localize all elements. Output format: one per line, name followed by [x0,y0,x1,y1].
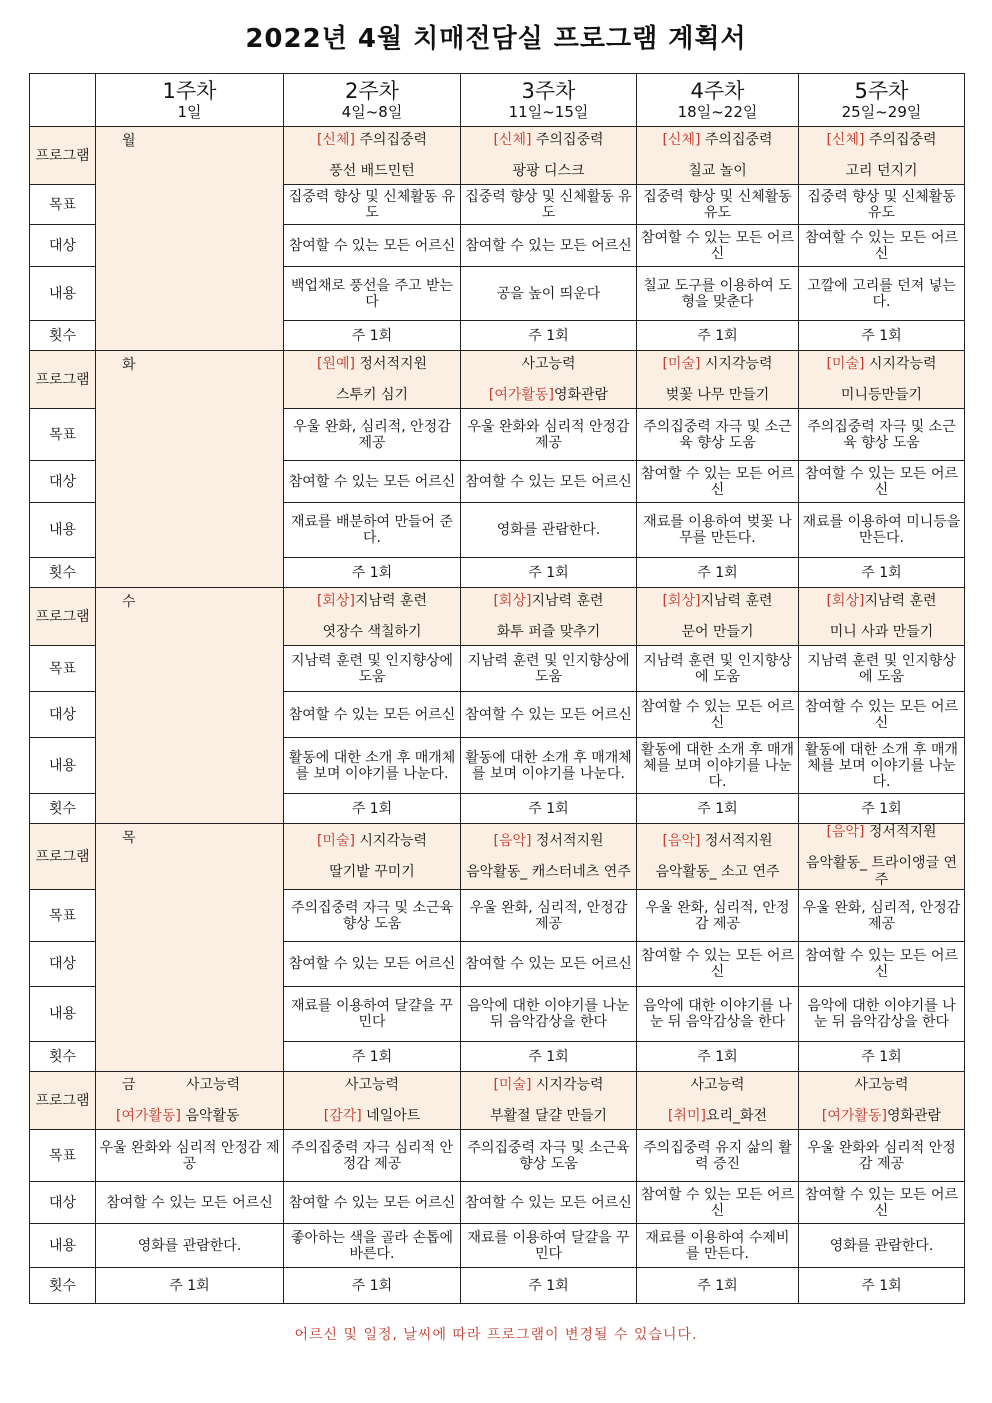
goal-cell: 집중력 향상 및 신체활동 유도 [284,185,461,225]
name-text: 딸기밭 꾸미기 [329,863,415,880]
program-name [639,163,796,180]
day-cell: 목 [96,824,284,1072]
program-area [98,1077,281,1094]
program-schedule-table [29,73,965,1304]
week-range: 1일 [177,103,202,121]
content-cell: 영화를 관람한다. [96,1224,284,1268]
goal-row [30,1130,965,1182]
target-cell: 참여할 수 있는 모든 어르신 [461,942,637,987]
target-cell: 참여할 수 있는 모든 어르신 [637,225,799,267]
count-row [30,1268,965,1304]
content-cell: 활동에 대한 소개 후 매개체를 보며 이야기를 나눈다. [637,738,799,794]
category-tag: [취미] [667,1107,706,1124]
program-row [30,127,965,185]
target-cell: 참여할 수 있는 모든 어르신 [799,942,965,987]
name-text: 풍선 배드민턴 [329,162,415,179]
category-tag: [미술] [662,355,701,372]
goal-cell: 주의집중력 자극 심리적 안정감 제공 [284,1130,461,1182]
goal-cell: 주의집중력 자극 및 소근육 향상 도움 [799,409,965,461]
row-label-program: 프로그램 [30,824,96,890]
program-row [30,824,965,890]
program-name [286,864,458,881]
goal-cell: 집중력 향상 및 신체활동 유도 [799,185,965,225]
program-area [463,1077,634,1094]
goal-cell: 우울 완화와 심리적 안정감 제공 [461,409,637,461]
target-cell: 참여할 수 있는 모든 어르신 [799,461,965,503]
content-cell: 재료를 이용하여 달걀을 꾸민다 [461,1224,637,1268]
program-name [463,864,634,881]
area-text: 시지각능력 [700,355,773,372]
program-cell [799,824,965,890]
program-area [801,824,962,841]
program-area [639,1077,796,1094]
program-cell [799,127,965,185]
name-text: 음악활동_ 트라이앵글 연주 [805,855,958,888]
program-area [463,833,634,850]
day-label: 금 [122,1076,136,1093]
program-cell [284,351,461,409]
count-cell: 주 1회 [799,794,965,824]
row-label-target: 대상 [30,692,96,738]
row-label-goal: 목표 [30,646,96,692]
area-text: 정서적지원 [531,832,604,849]
name-text: 음악활동 [181,1107,240,1124]
content-cell: 백업채로 풍선을 주고 받는다 [284,267,461,321]
program-area [639,833,796,850]
week-name: 4주차 [690,79,745,103]
week-header [799,74,965,127]
area-text: 사고능력 [344,1076,400,1093]
program-area [639,593,796,610]
area-text: 지남력 훈련 [864,592,937,609]
category-tag: [회상] [826,592,865,609]
row-label-content: 내용 [30,738,96,794]
count-cell: 주 1회 [284,321,461,351]
week-name: 3주차 [521,79,576,103]
program-name [639,624,796,641]
goal-cell: 주의집중력 자극 및 소근육 향상 도움 [284,890,461,942]
content-cell: 활동에 대한 소개 후 매개체를 보며 이야기를 나눈다. [284,738,461,794]
target-cell: 참여할 수 있는 모든 어르신 [461,461,637,503]
row-label-goal: 목표 [30,890,96,942]
target-cell: 참여할 수 있는 모든 어르신 [284,942,461,987]
program-name [639,387,796,404]
content-cell: 재료를 이용하여 미니등을 만든다. [799,503,965,558]
program-area [639,356,796,373]
category-tag: [신체] [826,131,865,148]
target-cell: 참여할 수 있는 모든 어르신 [461,1182,637,1224]
content-cell: 재료를 이용하여 달걀을 꾸민다 [284,987,461,1042]
row-label-goal: 목표 [30,1130,96,1182]
row-label-content: 내용 [30,503,96,558]
week-range: 18일~22일 [677,103,758,121]
name-text: 문어 만들기 [681,623,754,640]
name-text: 요리_화전 [705,1107,768,1124]
goal-cell: 우울 완화, 심리적, 안정감 제공 [637,890,799,942]
category-tag: [미술] [493,1076,532,1093]
program-name [639,864,796,881]
program-area [286,593,458,610]
program-name [463,387,634,404]
program-area [286,833,458,850]
count-cell: 주 1회 [461,558,637,588]
area-text: 사고능력 [521,355,576,372]
target-cell: 참여할 수 있는 모든 어르신 [461,225,637,267]
footnote: 어르신 및 일정, 날씨에 따라 프로그램이 변경될 수 있습니다. [294,1327,698,1343]
category-tag: [신체] [316,131,355,148]
program-cell [284,588,461,646]
row-label-program: 프로그램 [30,1072,96,1130]
row-label-goal: 목표 [30,409,96,461]
program-area [801,593,962,610]
goal-cell: 집중력 향상 및 신체활동 유도 [461,185,637,225]
area-text: 정서적지원 [700,832,773,849]
program-name [286,387,458,404]
program-name [463,163,634,180]
program-name [801,624,962,641]
row-label-content: 내용 [30,1224,96,1268]
week-header [461,74,637,127]
goal-cell: 우울 완화, 심리적, 안정감 제공 [461,890,637,942]
row-label-count: 횟수 [30,1268,96,1304]
count-cell: 주 1회 [637,321,799,351]
target-cell: 참여할 수 있는 모든 어르신 [284,1182,461,1224]
count-cell: 주 1회 [799,1268,965,1304]
name-text: 음악활동_ 캐스터네츠 연주 [466,863,631,880]
name-text: 화투 퍼즐 맞추기 [496,623,601,640]
program-name [801,1108,962,1125]
row-label-target: 대상 [30,461,96,503]
area-text: 주의집중력 [700,131,773,148]
category-tag: [회상] [493,592,532,609]
program-area [286,356,458,373]
area-text: 사고능력 [186,1076,241,1093]
program-cell [637,588,799,646]
category-tag: [여가활동] [821,1107,887,1124]
program-area [801,356,962,373]
program-name [98,1108,281,1125]
program-cell [799,351,965,409]
week-name: 2주차 [345,79,399,103]
program-area [463,593,634,610]
count-cell: 주 1회 [284,558,461,588]
program-cell [461,824,637,890]
area-text: 지남력 훈련 [700,592,773,609]
category-tag: [음악] [493,832,532,849]
program-row [30,351,965,409]
page-title: 2022년 4월 치매전담실 프로그램 계획서 [245,24,747,54]
program-cell [284,127,461,185]
day-cell: 수 [96,588,284,824]
goal-cell: 지남력 훈련 및 인지향상에 도움 [799,646,965,692]
program-name [801,855,962,889]
name-text: 벚꽃 나무 만들기 [665,386,770,403]
program-name [639,1108,796,1125]
area-text: 지남력 훈련 [531,592,604,609]
program-cell [284,1072,461,1130]
program-name [286,624,458,641]
category-tag: [신체] [493,131,532,148]
target-cell: 참여할 수 있는 모든 어르신 [637,692,799,738]
name-text: 미니 사과 만들기 [829,623,934,640]
row-label-content: 내용 [30,987,96,1042]
goal-cell: 주의집중력 유지 삶의 활력 증진 [637,1130,799,1182]
count-cell: 주 1회 [284,1042,461,1072]
row-label-program: 프로그램 [30,351,96,409]
content-cell: 재료를 이용하여 벚꽃 나무를 만든다. [637,503,799,558]
row-label-program: 프로그램 [30,127,96,185]
content-cell: 공을 높이 띄운다 [461,267,637,321]
count-cell: 주 1회 [461,1042,637,1072]
name-text: 엿장수 색칠하기 [322,623,422,640]
count-cell: 주 1회 [799,321,965,351]
program-cell [461,351,637,409]
program-cell [96,1072,284,1130]
row-label-count: 횟수 [30,558,96,588]
name-text: 부활절 달걀 만들기 [489,1107,608,1124]
count-cell: 주 1회 [461,1268,637,1304]
content-cell: 영화를 관람한다. [461,503,637,558]
row-label-target: 대상 [30,942,96,987]
count-cell: 주 1회 [637,558,799,588]
program-cell [637,127,799,185]
target-cell: 참여할 수 있는 모든 어르신 [799,225,965,267]
week-header [96,74,284,127]
program-area [639,132,796,149]
week-header [637,74,799,127]
area-text: 시지각능력 [354,832,428,849]
program-cell [637,351,799,409]
program-cell [799,1072,965,1130]
count-cell: 주 1회 [637,1042,799,1072]
area-text: 사고능력 [690,1076,745,1093]
name-text: 영화관람 [886,1107,942,1124]
program-area [801,132,962,149]
area-text: 지남력 훈련 [354,592,428,609]
area-text: 사고능력 [854,1076,909,1093]
program-cell [284,824,461,890]
goal-cell: 주의집중력 자극 및 소근육 향상 도움 [461,1130,637,1182]
row-label-count: 횟수 [30,794,96,824]
category-tag: [미술] [316,832,355,849]
content-cell: 음악에 대한 이야기를 나눈 뒤 음악감상을 한다 [637,987,799,1042]
count-cell: 주 1회 [461,321,637,351]
name-text: 음악활동_ 소고 연주 [655,863,780,880]
category-tag: [회상] [662,592,701,609]
area-text: 주의집중력 [354,131,428,148]
program-area [463,356,634,373]
category-tag: [감각] [323,1107,362,1124]
target-cell: 참여할 수 있는 모든 어르신 [96,1182,284,1224]
category-tag: [회상] [316,592,355,609]
week-name: 1주차 [162,79,217,103]
program-name [801,163,962,180]
program-name [801,387,962,404]
program-area [463,132,634,149]
target-cell: 참여할 수 있는 모든 어르신 [284,692,461,738]
week-header [284,74,461,127]
goal-cell: 우울 완화와 심리적 안정감 제공 [799,1130,965,1182]
category-tag: [음악] [662,832,701,849]
count-cell: 주 1회 [637,794,799,824]
goal-cell: 지남력 훈련 및 인지향상에 도움 [461,646,637,692]
area-text: 정서적지원 [864,824,937,840]
content-cell: 활동에 대한 소개 후 매개체를 보며 이야기를 나눈다. [799,738,965,794]
count-cell: 주 1회 [96,1268,284,1304]
target-cell: 참여할 수 있는 모든 어르신 [637,942,799,987]
program-name [286,1108,458,1125]
program-area [286,132,458,149]
count-cell: 주 1회 [284,794,461,824]
content-cell: 칠교 도구를 이용하여 도형을 맞춘다 [637,267,799,321]
area-text: 정서적지원 [354,355,428,372]
program-row [30,588,965,646]
category-tag: [음악] [826,824,865,840]
goal-cell: 주의집중력 자극 및 소근육 향상 도움 [637,409,799,461]
name-text: 네일아트 [361,1107,421,1124]
target-cell: 참여할 수 있는 모든 어르신 [799,692,965,738]
content-cell: 활동에 대한 소개 후 매개체를 보며 이야기를 나눈다. [461,738,637,794]
goal-cell: 지남력 훈련 및 인지향상에 도움 [637,646,799,692]
goal-cell: 우울 완화와 심리적 안정감 제공 [96,1130,284,1182]
row-label-count: 횟수 [30,1042,96,1072]
content-cell: 고깔에 고리를 던져 넣는다. [799,267,965,321]
week-name: 5주차 [854,79,909,103]
count-cell: 주 1회 [799,1042,965,1072]
content-cell: 음악에 대한 이야기를 나눈 뒤 음악감상을 한다 [799,987,965,1042]
category-tag: [여가활동] [116,1107,182,1124]
goal-cell: 지남력 훈련 및 인지향상에 도움 [284,646,461,692]
content-cell: 좋아하는 색을 골라 손톱에 바른다. [284,1224,461,1268]
name-text: 미니등만들기 [840,386,923,403]
target-cell: 참여할 수 있는 모든 어르신 [799,1182,965,1224]
week-range: 25일~29일 [841,103,922,121]
name-text: 고리 던지기 [845,162,918,179]
row-label-target: 대상 [30,225,96,267]
area-text: 주의집중력 [864,131,937,148]
target-cell: 참여할 수 있는 모든 어르신 [637,461,799,503]
program-cell [637,824,799,890]
header-row [30,74,965,127]
area-text: 시지각능력 [531,1076,604,1093]
count-cell: 주 1회 [461,794,637,824]
goal-cell: 우울 완화, 심리적, 안정감 제공 [284,409,461,461]
category-tag: [신체] [662,131,701,148]
day-cell: 화 [96,351,284,588]
name-text: 팡팡 디스크 [512,162,585,179]
name-text: 칠교 놀이 [688,162,747,179]
program-row [30,1072,965,1130]
target-cell: 참여할 수 있는 모든 어르신 [284,461,461,503]
program-cell [461,127,637,185]
target-cell: 참여할 수 있는 모든 어르신 [284,225,461,267]
program-name [463,624,634,641]
count-cell: 주 1회 [799,558,965,588]
row-label-goal: 목표 [30,185,96,225]
goal-cell: 집중력 향상 및 신체활동 유도 [637,185,799,225]
row-label-content: 내용 [30,267,96,321]
program-name [463,1108,634,1125]
count-cell: 주 1회 [637,1268,799,1304]
program-area [286,1077,458,1094]
count-cell: 주 1회 [284,1268,461,1304]
name-text: 스투키 심기 [335,386,409,403]
row-label-count: 횟수 [30,321,96,351]
content-cell: 음악에 대한 이야기를 나눈 뒤 음악감상을 한다 [461,987,637,1042]
corner-cell [30,74,96,127]
program-cell [637,1072,799,1130]
content-cell: 재료를 배분하여 만들어 준다. [284,503,461,558]
week-range: 4일~8일 [341,103,403,121]
area-text: 시지각능력 [864,355,937,372]
target-cell: 참여할 수 있는 모든 어르신 [461,692,637,738]
content-row [30,1224,965,1268]
name-text: 영화관람 [553,386,609,403]
area-text: 주의집중력 [531,131,604,148]
week-range: 11일~15일 [508,103,589,121]
content-cell: 영화를 관람한다. [799,1224,965,1268]
target-cell: 참여할 수 있는 모든 어르신 [637,1182,799,1224]
program-cell [799,588,965,646]
category-tag: [원예] [316,355,355,372]
program-name [286,163,458,180]
row-label-program: 프로그램 [30,588,96,646]
goal-cell: 우울 완화, 심리적, 안정감 제공 [799,890,965,942]
category-tag: [여가활동] [488,386,554,403]
program-area [801,1077,962,1094]
day-cell: 월 [96,127,284,351]
target-row [30,1182,965,1224]
program-cell [461,1072,637,1130]
program-cell [461,588,637,646]
category-tag: [미술] [826,355,865,372]
content-cell: 재료를 이용하여 수제비를 만든다. [637,1224,799,1268]
row-label-target: 대상 [30,1182,96,1224]
